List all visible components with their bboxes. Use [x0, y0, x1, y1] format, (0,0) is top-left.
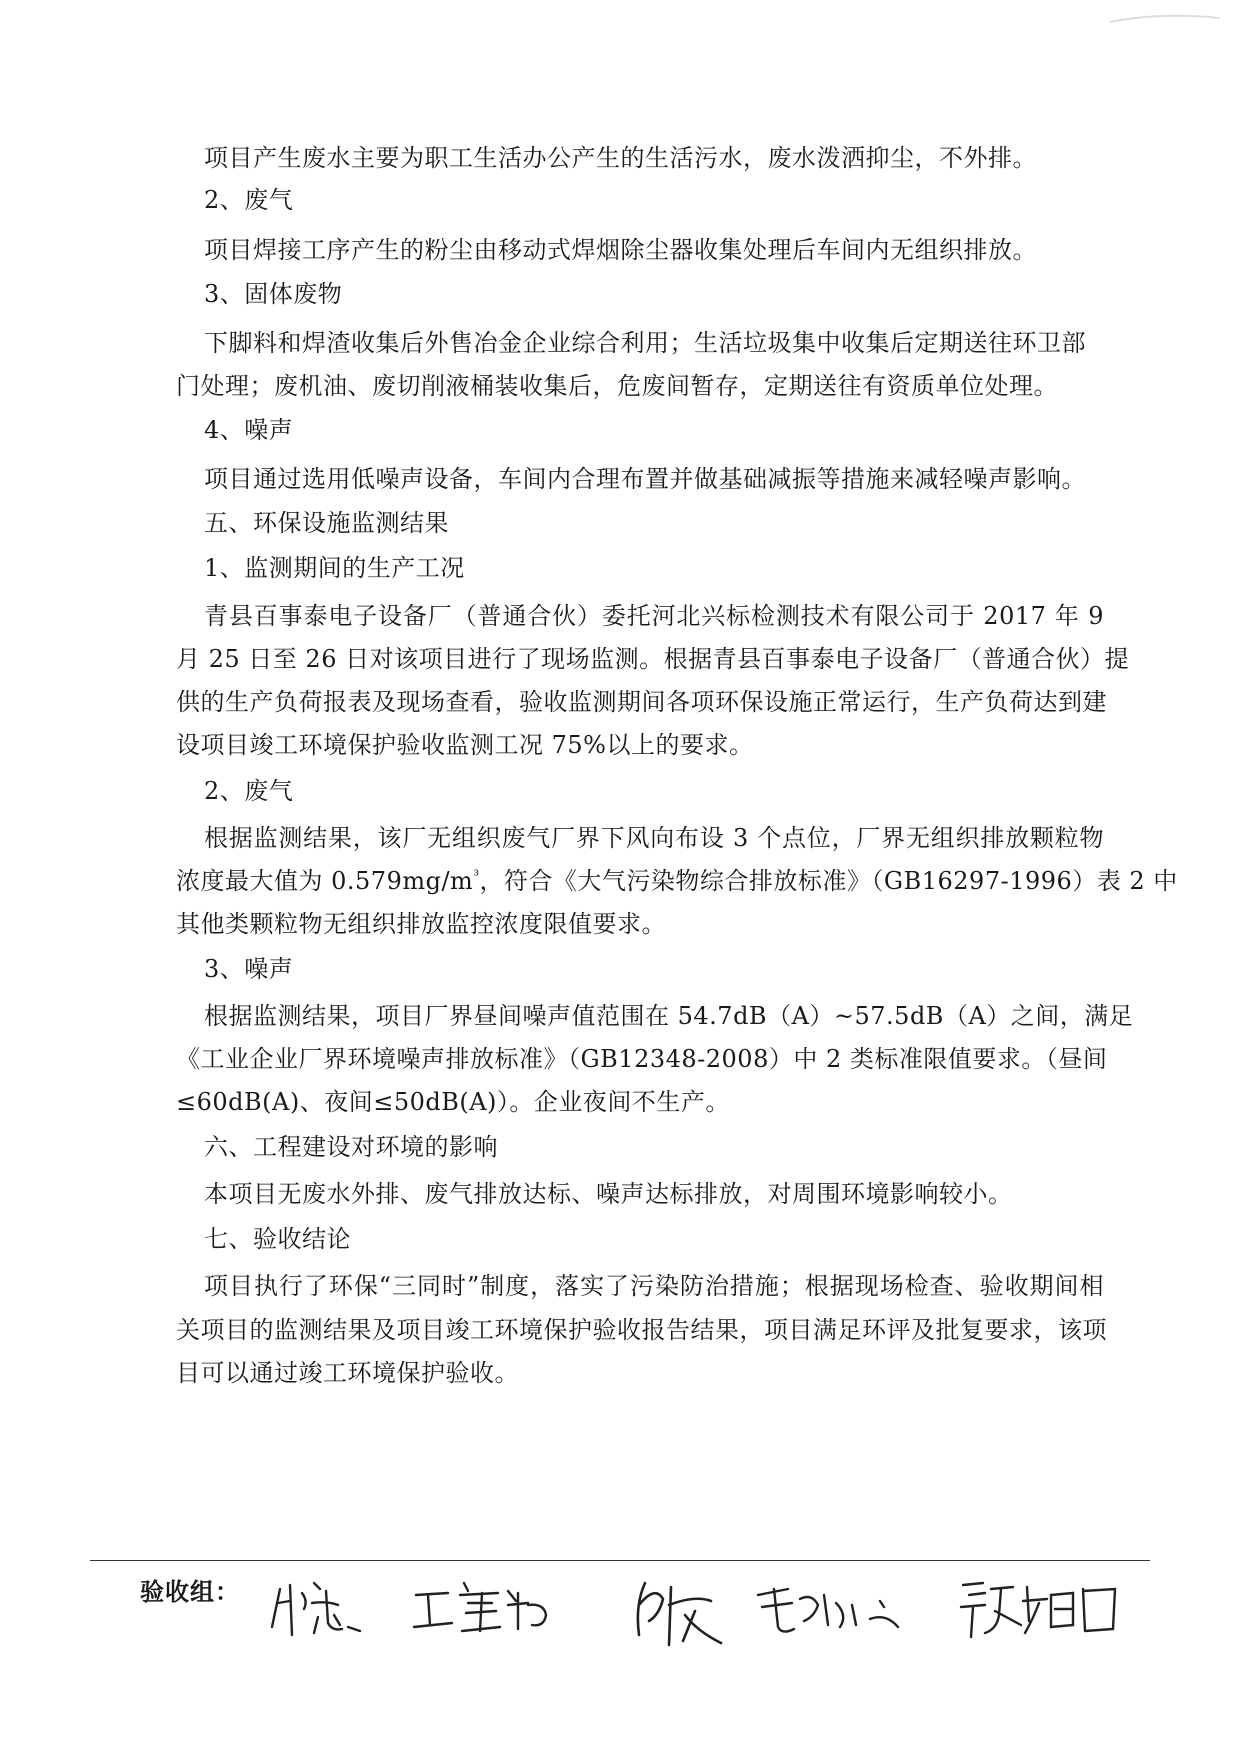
paragraph-line: 其他类颗粒物无组织排放监控浓度限值要求。	[176, 910, 666, 938]
section-heading: 3、噪声	[204, 955, 294, 983]
paragraph-line: ≤60dB(A)、夜间≤50dB(A)）。企业夜间不生产。	[176, 1088, 730, 1116]
concentration-text: 浓度最大值为 0.579mg/m	[176, 867, 474, 895]
handwritten-signature-1	[268, 1575, 388, 1645]
chapter-heading: 五、环保设施监测结果	[204, 509, 449, 537]
paragraph-line: 供的生产负荷报表及现场查看，验收监测期间各项环保设施正常运行，生产负荷达到建	[176, 688, 1107, 716]
signature-label: 验收组：	[140, 1578, 240, 1606]
paragraph-line: 设项目竣工环境保护验收监测工况 75%以上的要求。	[176, 731, 754, 759]
standard-text: ，符合《大气污染物综合排放标准》（GB16297-1996）表 2 中	[479, 867, 1178, 895]
paragraph-line: 项目通过选用低噪声设备，车间内合理布置并做基础减振等措施来减轻噪声影响。	[204, 465, 1086, 493]
paragraph-line: 关项目的监测结果及项目竣工环境保护验收报告结果，项目满足环评及批复要求，该项	[176, 1316, 1107, 1344]
handwritten-signature-3	[625, 1575, 735, 1655]
paragraph-line: 门处理；废机油、废切削液桶装收集后，危废间暂存，定期送往有资质单位处理。	[176, 372, 1058, 400]
section-heading: 1、监测期间的生产工况	[204, 554, 465, 582]
section-heading: 2、废气	[204, 186, 294, 214]
paragraph-line: 根据监测结果，该厂无组织废气厂界下风向布设 3 个点位，厂界无组织排放颗粒物	[204, 824, 1104, 852]
chapter-heading: 六、工程建设对环境的影响	[204, 1133, 498, 1161]
paragraph-line: 目可以通过竣工环境保护验收。	[176, 1359, 519, 1387]
paragraph-line: 项目焊接工序产生的粉尘由移动式焊烟除尘器收集处理后车间内无组织排放。	[204, 236, 1037, 264]
paragraph-line: 月 25 日至 26 日对该项目进行了现场监测。根据青县百事泰电子设备厂（普通合伙）提	[176, 645, 1130, 673]
paragraph-line: 下脚料和焊渣收集后外售冶金企业综合利用；生活垃圾集中收集后定期送往环卫部	[204, 329, 1086, 357]
scan-artifact-mark	[1080, 0, 1240, 60]
section-heading: 2、废气	[204, 777, 294, 805]
paragraph-line	[176, 865, 1178, 897]
superscript-three: ³	[473, 868, 480, 884]
signature-divider	[90, 1560, 1150, 1561]
paragraph-line: 项目产生废水主要为职工生活办公产生的生活污水，废水泼洒抑尘，不外排。	[204, 144, 1037, 172]
chapter-heading: 七、验收结论	[204, 1225, 351, 1253]
paragraph-line: 青县百事泰电子设备厂（普通合伙）委托河北兴标检测技术有限公司于 2017 年 9	[204, 602, 1104, 630]
paragraph-line: 《工业企业厂界环境噪声排放标准》（GB12348-2008）中 2 类标准限值要求。（昼间	[176, 1045, 1108, 1073]
handwritten-signature-2	[408, 1575, 558, 1645]
paragraph-line: 根据监测结果，项目厂界昼间噪声值范围在 54.7dB（A）~57.5dB（A）之间，满足	[204, 1002, 1134, 1030]
section-heading: 4、噪声	[204, 416, 294, 444]
paragraph-line: 项目执行了环保“三同时”制度，落实了污染防治措施；根据现场检查、验收期间相	[204, 1272, 1104, 1300]
section-heading: 3、固体废物	[204, 280, 343, 308]
paragraph-line: 本项目无废水外排、废气排放达标、噪声达标排放，对周围环境影响较小。	[204, 1180, 1013, 1208]
handwritten-signature-5	[955, 1575, 1125, 1645]
handwritten-signature-4	[752, 1575, 912, 1645]
